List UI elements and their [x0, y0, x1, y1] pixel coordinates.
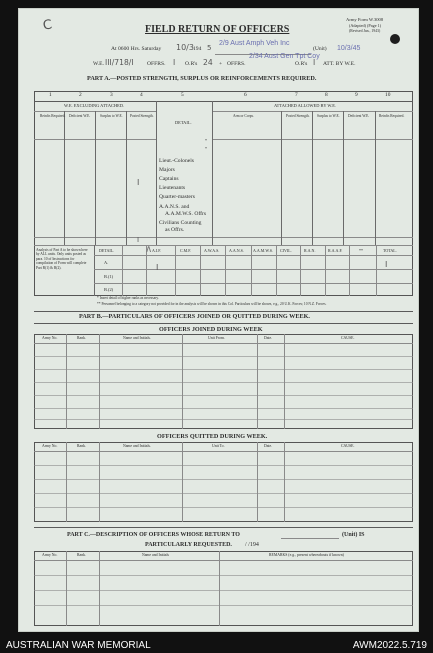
col-num-10: 10: [385, 92, 391, 98]
plus-label: +: [219, 61, 223, 67]
quitted-col-cause: CAUSE.: [341, 444, 355, 448]
posted-strength-hand: I: [137, 178, 140, 187]
detail-row-a: A.: [104, 260, 109, 265]
rank-lieutenants: Lieutenants: [159, 185, 186, 191]
date-stamp: 10/3/45: [337, 45, 361, 52]
footer-right: AWM2022.5.719: [352, 640, 427, 651]
ors-label: O.R's: [185, 61, 198, 67]
joined-col-rank: Rank.: [77, 336, 86, 340]
quitted-col-army-no: Army No.: [42, 444, 58, 448]
ors-hand: 24: [203, 58, 213, 67]
part-a-heading: PART A.—POSTED STRENGTH, SURPLUS OR REINFORCEMENTS REQUIRED.: [87, 75, 317, 82]
att-label: ATT. BY W.E.: [323, 61, 356, 67]
aif-hand: I: [156, 263, 159, 272]
year-label: 194: [193, 46, 202, 52]
hdr-surplus-left: Surplus to W.E.: [100, 114, 123, 118]
part-c-date: / /194: [245, 542, 259, 548]
hdr-reinfts-right: Reinfts Required.: [379, 114, 405, 118]
rank-aans: A.A.N.S. and: [159, 204, 190, 210]
joined-title: OFFICERS JOINED DURING WEEK: [159, 326, 263, 333]
col-num-3: 3: [110, 92, 113, 98]
offrs-label: OFFRS.: [147, 61, 166, 67]
col-cmf: C.M.F.: [180, 248, 192, 253]
hdr-deficient-right: Deficient W.E.: [348, 114, 370, 118]
att-stamp: 2/34 Aust Gen Tpt Coy: [249, 53, 320, 60]
hdr-reinfts-left: Reinfts Required.: [40, 114, 66, 118]
col-num-2: 2: [79, 92, 82, 98]
analysis-note: Analysis of Part A to be shown here by ALL units. Only units posted as para. 10 of Instructions for compilation of Form will complete Part B(1) & B(2).: [36, 248, 88, 270]
rank-majors: Majors: [159, 167, 175, 173]
hdr-arm-corps: Arm or Corps.: [233, 114, 254, 118]
unit-stamp: 2/9 Aust Amph Veh Inc: [219, 40, 290, 47]
part-c-line1: PART C.—DESCRIPTION OF OFFICERS WHOSE RETURN TO: [67, 532, 240, 538]
rank-lt-colonels: Lieut.-Colonels: [159, 158, 194, 164]
col-num-9: 9: [355, 92, 358, 98]
quitted-table: [34, 442, 413, 522]
rank-civilians-2: as Offrs.: [165, 227, 185, 233]
hdr-deficient-left: Deficient W.E.: [69, 114, 91, 118]
c-col-rank: Rank.: [77, 553, 86, 557]
detail-header: DETAIL.: [99, 248, 115, 253]
posted-total-hand: I: [137, 236, 140, 244]
quitted-title: OFFICERS QUITTED DURING WEEK.: [157, 433, 268, 440]
at-label: At 0600 Hrs. Saturday: [111, 46, 162, 52]
detail-row-b2: B.(2): [104, 287, 114, 292]
footnote-1: * Insert detail of higher ranks as necessary.: [97, 296, 159, 300]
col-civil: CIVIL.: [280, 248, 292, 253]
col-num-4: 4: [140, 92, 143, 98]
rank-aamws: A.A.M.W.S. Offrs: [165, 211, 207, 217]
col-total: TOTAL.: [383, 248, 397, 253]
offrs2-label: OFFRS.: [227, 61, 246, 67]
hdr-posted-right: Posted Strength.: [286, 114, 310, 118]
c-col-army-no: Army No.: [42, 553, 58, 557]
col-aif: A.I.F.: [152, 248, 162, 253]
col-raaf: R.A.A.F.: [328, 248, 343, 253]
adapted-note: (Adapted) (Page 1): [349, 23, 382, 28]
quitted-col-name: Name and Initials.: [123, 444, 151, 448]
col-num-1: 1: [49, 92, 52, 98]
punch-hole: [390, 34, 400, 44]
detail-label: DETAIL.: [175, 120, 192, 125]
part-b-heading: PART B.—PARTICULARS OF OFFICERS JOINED OR QUITTED DURING WEEK.: [79, 313, 310, 320]
joined-col-cause: CAUSE.: [341, 336, 355, 340]
form-title: FIELD RETURN OF OFFICERS: [145, 24, 290, 35]
joined-col-army-no: Army No.: [42, 336, 58, 340]
we-label: W.E.: [93, 61, 104, 67]
col-ran: R.A.N.: [304, 248, 316, 253]
joined-col-date: Date.: [264, 336, 273, 340]
rank-captains: Captains: [159, 176, 179, 182]
col-aamws: A.A.M.W.S.: [253, 248, 273, 253]
part-c-table: [34, 551, 413, 626]
joined-col-unit-from: Unit From.: [208, 336, 225, 340]
unit-label: (Unit): [313, 46, 327, 52]
offrs-hand: I: [173, 58, 176, 67]
c-col-name: Name and Initials: [142, 553, 169, 557]
c-col-remarks: REMARKS (e.g., present whereabouts if known): [269, 553, 344, 557]
hdr-surplus-right: Surplus to W.E.: [317, 114, 340, 118]
quitted-col-date: Date.: [264, 444, 273, 448]
detail-row-b1: B.(1): [104, 274, 114, 279]
quitted-col-rank: Rank.: [77, 444, 86, 448]
corner-mark: C: [42, 17, 54, 34]
date-hand: 10/3: [176, 43, 194, 52]
col-num-8: 8: [325, 92, 328, 98]
footer-left: AUSTRALIAN WAR MEMORIAL: [6, 640, 151, 651]
quitted-col-unit-to: Unit To.: [212, 444, 225, 448]
col-num-7: 7: [295, 92, 298, 98]
col-awas: A.W.A.S.: [204, 248, 220, 253]
col-num-5: 5: [181, 92, 184, 98]
revised-note: (Revised Jan., 1943): [349, 29, 381, 33]
we-hand: III/718/I: [105, 58, 134, 67]
att-hand: I: [313, 58, 316, 67]
form-page: C FIELD RETURN OF OFFICERS Army Form W.3008 (Adapted) (Page 1) (Revised Jan., 1943) At 0600 Hrs. Saturday 10/3 194 5 2/9 Aust Amph Veh Inc (Unit) 10/3/45 W.E. III/718/I OFFRS. I O.R's 24 + OFFRS. 2/34 Aust Gen Tpt Coy O.R's I ATT. BY W.E. PART A.—POSTED STRENGTH, SURPLUS OR REINFORCEMENTS REQUIRED. 1 2 3 4 5 6 7 8 9 10 W.E. EXCLUDING ATTACHED. ATTACHED ALLOWED BY W.E. DETAIL. Reinfts Required. Deficient W.E. Surplus to W.E. Posted Strength. Arm or Corps. Posted Strength. Surplus to W.E. Deficient W.E. Reinfts Required. * * Lieut.-Colonels Majors Captains Lieutenants Quarter-masters A.A.N.S. and A.A.M.W.S. Offrs Civilians Counting as Offrs. I I DETAIL. A.I.F. C.M.F. A.W.A.S. A.A.N.S. A.A.M.W.S. CIVIL. R.A.N. R.A.A.F. ** TOTAL. A. B.(1) B.(2) I I ∧ Analysis of Part A to be shown here by ALL units. Only units posted as para. 10 of Instructions for compilation of Form will complete Part B(1) & B(2). * Insert detail of higher ranks as necessary. ** Personnel belonging to a category not provided for in the analysis will be shown in this Col. Particulars will be shown, e.g., 20 U.K. Forces; 10 N.Z. Forces. PART B.—PARTICULARS OF OFFICERS JOINED OR QUITTED DURING WEEK. OFFICERS JOINED DURING WEEK Army No. Rank. Name and Initials. Unit From. Date. CAUSE. OFFICERS QUITTED DURING WEEK. Army No. Rank. Name and Initials. Unit To. Date. CAUSE. PART C.—DESCRIPTION OF OFFICERS WHOSE RETURN TO (Unit) IS PARTICULARLY REQUESTED. / /194 Army No. Rank. Name and Initials REMARKS (e.g., present whereabouts if known): [18, 8, 419, 632]
footnote-2: ** Personnel belonging to a category not provided for in the analysis will be shown in this Col. Particulars will be shown, e.g., 20 U.K. Forces; 10 N.Z. Forces.: [97, 302, 327, 306]
rank-quartermasters: Quarter-masters: [159, 194, 195, 200]
hdr-posted-left: Posted Strength.: [130, 114, 154, 118]
total-hand: I: [385, 260, 388, 269]
joined-col-name: Name and Initials.: [123, 336, 151, 340]
col-aans: A.A.N.S.: [229, 248, 244, 253]
attached-allowed: ATTACHED ALLOWED BY W.E.: [274, 103, 337, 108]
we-excluding-attached: W.E. EXCLUDING ATTACHED.: [64, 103, 125, 108]
col-other: **: [359, 248, 363, 253]
part-c-unit: (Unit) IS: [342, 532, 365, 538]
army-form-number: Army Form W.3008: [346, 17, 384, 22]
part-c-line2: PARTICULARLY REQUESTED.: [145, 542, 232, 548]
ors2-label: O.R's: [295, 61, 308, 67]
rank-civilians: Civilians Counting: [159, 220, 202, 226]
year-hand: 5: [207, 44, 212, 52]
col-num-6: 6: [244, 92, 247, 98]
